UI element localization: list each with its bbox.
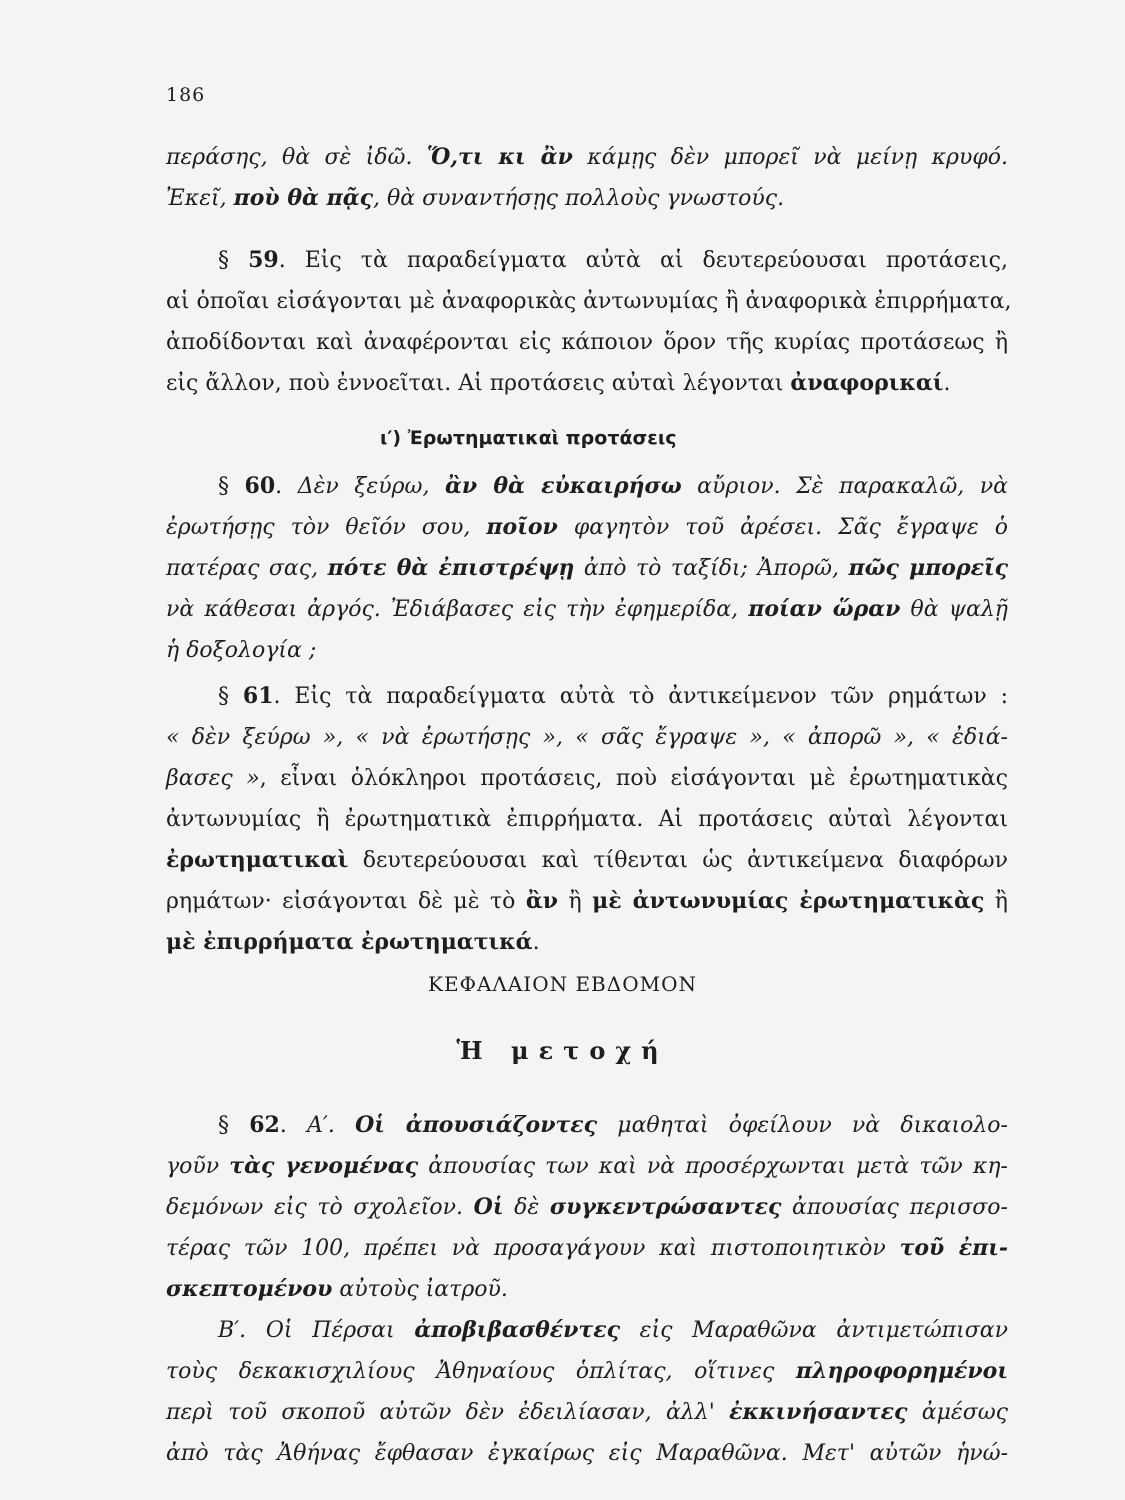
- text-run: Ἐκεῖ,: [166, 186, 234, 211]
- text-run: ἀπουσίας περισσο-: [781, 1195, 1008, 1220]
- text-run: αὔριον. Σὲ παρακαλῶ, νὰ: [681, 474, 1009, 499]
- text-run: πῶς μπορεῖς: [848, 555, 1009, 581]
- text-line: [166, 240, 1008, 281]
- text-run: .: [532, 930, 540, 955]
- text-run: τοῦ ἐπι-: [899, 1235, 1009, 1261]
- text-run: .: [279, 1113, 308, 1138]
- text-run: δευτερεύουσαι καὶ τίθενται ὡς ἀντικείμενα διαφόρων: [348, 848, 1008, 873]
- text-line: [166, 922, 1008, 963]
- text-run: , εἶναι ὁλόκληροι προτάσεις, ποὺ εἰσάγονται μὲ ἐρωτηματικὰς: [259, 766, 1008, 791]
- text-run: ἐρωτήσῃς τὸν θεῖόν σου,: [166, 515, 487, 540]
- text-run: ἐκκινήσαντες: [729, 1399, 908, 1425]
- text-line: [166, 1187, 1008, 1228]
- text-line: [166, 881, 1008, 922]
- text-run: κάμῃς δὲν μπορεῖ νὰ μείνῃ κρυφό.: [572, 145, 1008, 170]
- chapter-subtitle: Ἡ μετοχή: [456, 1036, 669, 1065]
- text-line: [166, 717, 1008, 758]
- text-line: [166, 281, 1012, 322]
- text-run: αἱ ὁποῖαι εἰσάγονται μὲ ἀναφορικὰς ἀντωνυμίας ἢ ἀναφορικὰ ἐπιρρήματα,: [166, 289, 1012, 314]
- text-run: Ὅ,τι κι ἂν: [426, 144, 573, 170]
- text-run: . Εἰς τὰ παραδείγματα αὐτὰ τὸ ἀντικείμενον τῶν ρημάτων :: [273, 684, 1008, 709]
- text-run: τὰς γενομένας: [229, 1153, 419, 1179]
- page-number: 186: [166, 84, 206, 106]
- text-line: [166, 676, 1008, 717]
- text-line: [166, 758, 1008, 799]
- text-run: ποὺ θὰ πᾷς: [233, 185, 374, 211]
- text-run: περὶ τοῦ σκοποῦ αὐτῶν δὲν ἐδειλίασαν, ἀλλ': [166, 1400, 730, 1425]
- text-line: [166, 840, 1008, 881]
- text-line: [166, 466, 1008, 507]
- text-run: ἂν θὰ εὐκαιρήσω: [444, 473, 682, 499]
- text-run: Οἱ: [473, 1194, 504, 1220]
- text-run: ἀπὸ τὰς Ἀθήνας ἔφθασαν ἐγκαίρως εἰς Μαραθῶνα. Μετ' αὐτῶν ἡνώ-: [166, 1441, 1008, 1466]
- text-run: 60: [244, 473, 276, 499]
- text-run: ἢ: [984, 889, 1008, 914]
- text-run: πότε θὰ ἐπιστρέψῃ: [327, 555, 575, 581]
- text-run: βασες »: [166, 766, 260, 791]
- text-run: εἰς ἄλλον, ποὺ ἐννοεῖται. Αἱ προτάσεις αὐταὶ λέγονται: [166, 371, 791, 396]
- text-line: [166, 1433, 1008, 1474]
- text-run: τέρας τῶν 100, πρέπει νὰ προσαγάγουν καὶ πιστοποιητικὸν: [166, 1236, 900, 1261]
- text-line: [166, 630, 1008, 671]
- text-run: « δὲν ξεύρω », « νὰ ἐρωτήσῃς », « σᾶς ἔγραψε », « ἀπορῶ », « ἐδιά-: [166, 725, 1008, 750]
- text-run: Δὲν ξεύρω,: [297, 474, 445, 499]
- paragraph-62: [166, 1105, 1008, 1474]
- text-line: [166, 1351, 1008, 1392]
- paragraph-60: [166, 466, 1008, 671]
- text-run: ποίαν ὥραν: [748, 596, 901, 622]
- text-line: [166, 589, 1008, 630]
- text-run: εἰς Μαραθῶνα ἀντιμετώπισαν: [619, 1318, 1008, 1343]
- text-run: θὰ ψαλῇ: [900, 597, 1008, 622]
- text-run: ἀπὸ τὸ ταξίδι; Ἀπορῶ,: [574, 556, 849, 581]
- text-line: [166, 178, 1008, 219]
- text-run: ἡ δοξολογία ;: [166, 638, 317, 663]
- text-line: [166, 1146, 1008, 1187]
- text-run: τοὺς δεκακισχιλίους Ἀθηναίους ὁπλίτας, οἵτινες: [166, 1359, 796, 1384]
- text-line: [166, 1105, 1008, 1146]
- text-run: μὲ ἐπιρρήματα ἐρωτηματικά: [166, 929, 533, 955]
- chapter-title: ΚΕΦΑΛΑΙΟΝ ΕΒΔΟΜΟΝ: [428, 972, 697, 996]
- text-run: §: [218, 684, 243, 709]
- text-run: .: [275, 474, 298, 499]
- text-run: ἀποδίδονται καὶ ἀναφέρονται εἰς κάποιον ὅρον τῆς κυρίας προτάσεως ἢ: [166, 330, 1008, 355]
- paragraph-59: [166, 240, 1012, 404]
- text-run: 62: [249, 1112, 280, 1138]
- text-line: [166, 1269, 1008, 1310]
- text-run: ἂν: [525, 888, 559, 914]
- text-run: νὰ κάθεσαι ἀργός. Ἐδιάβασες εἰς τὴν ἐφημερίδα,: [166, 597, 749, 622]
- text-run: §: [218, 1113, 250, 1138]
- text-line: [166, 1392, 1008, 1433]
- text-run: ἐρωτηματικαὶ: [166, 847, 349, 873]
- text-line: [166, 548, 1008, 589]
- text-run: Β′. Οἱ Πέρσαι: [218, 1318, 415, 1343]
- text-run: . Εἰς τὰ παραδείγματα αὐτὰ αἱ δευτερεύουσαι προτάσεις,: [278, 248, 1008, 273]
- section-heading: ι′) Ἐρωτηματικαὶ προτάσεις: [380, 427, 677, 449]
- text-line: [166, 363, 1008, 404]
- text-run: ποῖον: [486, 514, 558, 540]
- text-run: ἢ: [558, 889, 593, 914]
- text-run: σκεπτομένου: [166, 1276, 333, 1302]
- text-line: [166, 507, 1008, 548]
- text-run: συγκεντρώσαντες: [549, 1194, 782, 1220]
- text-run: πληροφορημένοι: [795, 1358, 1008, 1384]
- text-line: [166, 1228, 1008, 1269]
- text-run: αὐτοὺς ἰατροῦ.: [332, 1277, 508, 1302]
- text-run: Οἱ ἀπουσιάζοντες: [355, 1112, 598, 1138]
- text-run: 59: [248, 247, 279, 273]
- text-run: ἀναφορικαί: [790, 370, 944, 396]
- text-run: δὲ: [503, 1195, 550, 1220]
- text-line: [166, 799, 1008, 840]
- text-run: ἀποβιβασθέντες: [414, 1317, 620, 1343]
- text-run: ἀμέσως: [907, 1400, 1008, 1425]
- text-run: πατέρας σας,: [166, 556, 328, 581]
- text-run: περάσης, θὰ σὲ ἰδῶ.: [166, 145, 427, 170]
- text-line: [166, 1310, 1008, 1351]
- text-line: [166, 322, 1008, 363]
- text-run: ἀπουσίας των καὶ νὰ προσέρχωνται μετὰ τῶν κη-: [418, 1154, 1008, 1179]
- text-run: ρημάτων· εἰσάγονται δὲ μὲ τὸ: [166, 889, 526, 914]
- text-line: [166, 137, 1008, 178]
- text-run: δεμόνων εἰς τὸ σχολεῖον.: [166, 1195, 474, 1220]
- text-run: 61: [242, 683, 274, 709]
- paragraph-continuation: [166, 137, 1008, 219]
- text-run: Α′.: [307, 1113, 356, 1138]
- text-run: .: [943, 371, 951, 396]
- text-run: §: [218, 248, 249, 273]
- paragraph-61: [166, 676, 1008, 963]
- text-run: ἀντωνυμίας ἢ ἐρωτηματικὰ ἐπιρρήματα. Αἱ προτάσεις αὐταὶ λέγονται: [166, 807, 1008, 832]
- text-run: §: [218, 474, 245, 499]
- text-run: φαγητὸν τοῦ ἀρέσει. Σᾶς ἔγραψε ὁ: [557, 515, 1008, 540]
- text-run: μὲ ἀντωνυμίας ἐρωτηματικὰς: [592, 888, 985, 914]
- text-run: μαθηταὶ ὀφείλουν νὰ δικαιολο-: [597, 1113, 1008, 1138]
- text-run: γοῦν: [166, 1154, 230, 1179]
- text-run: , θὰ συναντήσῃς πολλοὺς γνωστούς.: [373, 186, 785, 211]
